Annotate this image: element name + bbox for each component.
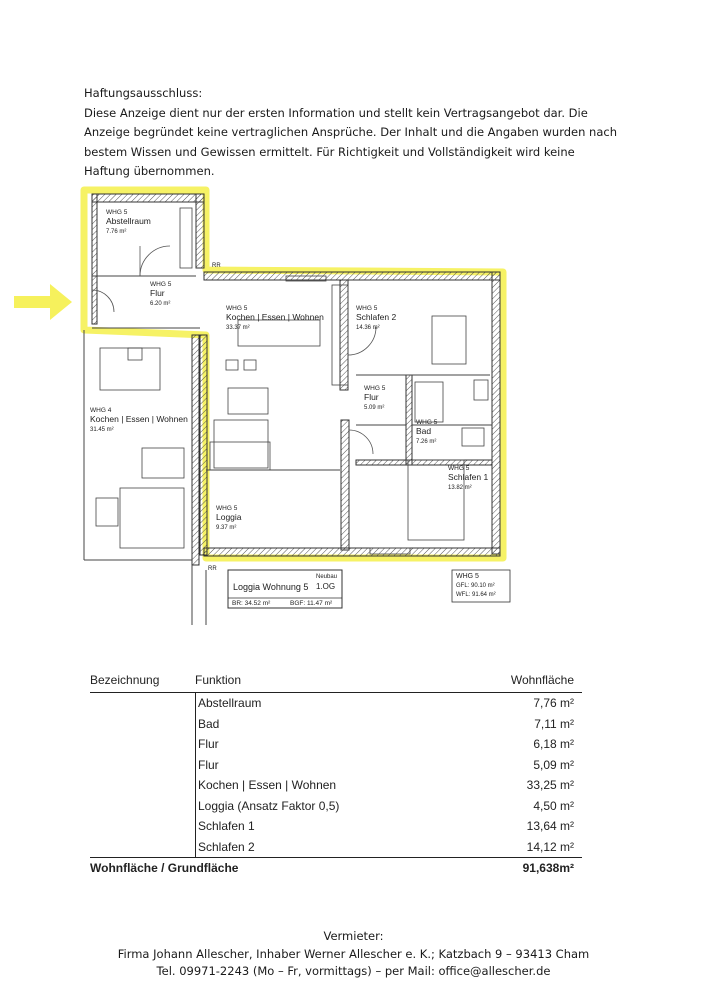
row-funktion: Bad bbox=[198, 716, 220, 731]
title-box-bgf: BGF: 11.47 m² bbox=[290, 600, 333, 607]
row-wohnflaeche: 4,50 m² bbox=[533, 798, 574, 813]
disclaimer-title: Haftungsausschluss: bbox=[84, 86, 203, 100]
row-bezeichnung bbox=[90, 693, 196, 714]
room-name: Flur bbox=[150, 288, 165, 298]
footer-line-2: Firma Johann Allescher, Inhaber Werner Allescher e. K.; Katzbach 9 – 93413 Cham bbox=[117, 946, 590, 961]
title-box-title: Loggia Wohnung 5 bbox=[233, 582, 309, 592]
table-total-row bbox=[90, 857, 582, 878]
furniture bbox=[96, 208, 488, 554]
summary-wfl: WFL: 91.64 m² bbox=[456, 592, 496, 598]
row-funktion: Abstellraum bbox=[198, 696, 262, 711]
entrance-arrow bbox=[14, 284, 72, 320]
row-wohnflaeche: 5,09 m² bbox=[533, 757, 574, 772]
room-label bbox=[416, 419, 438, 445]
row-bezeichnung bbox=[90, 796, 196, 817]
row-bezeichnung bbox=[90, 816, 196, 837]
summary-gfl: GFL: 90.10 m² bbox=[456, 583, 495, 589]
table-header bbox=[90, 668, 582, 693]
highlight-outline bbox=[84, 190, 503, 558]
room-name: Kochen | Essen | Wohnen bbox=[226, 312, 324, 322]
row-wohnflaeche: 13,64 m² bbox=[526, 819, 574, 834]
room-name: Abstellraum bbox=[106, 216, 151, 226]
row-funktion: Flur bbox=[198, 757, 219, 772]
room-area: 33.37 m² bbox=[226, 325, 250, 331]
row-bezeichnung bbox=[90, 734, 196, 755]
room-unit: WHG 5 bbox=[226, 305, 248, 312]
row-bezeichnung bbox=[90, 714, 196, 735]
footer bbox=[0, 928, 707, 981]
room-unit: WHG 5 bbox=[416, 419, 438, 426]
room-label bbox=[364, 385, 386, 411]
header-wohnflaeche: Wohnfläche bbox=[510, 673, 574, 687]
rr-label-1: RR bbox=[212, 263, 221, 269]
row-funktion: Kochen | Essen | Wohnen bbox=[198, 778, 337, 793]
room-name: Schlafen 1 bbox=[448, 472, 489, 482]
table-row bbox=[90, 714, 582, 735]
row-bezeichnung bbox=[90, 837, 196, 858]
table-row bbox=[90, 816, 582, 837]
table-row bbox=[90, 693, 582, 714]
title-box-floor: 1.OG bbox=[316, 582, 336, 591]
table-body bbox=[90, 693, 582, 857]
row-wohnflaeche: 14,12 m² bbox=[526, 839, 574, 854]
room-name: Kochen | Essen | Wohnen bbox=[90, 414, 188, 424]
row-wohnflaeche: 7,76 m² bbox=[533, 696, 574, 711]
room-label bbox=[106, 209, 151, 235]
row-bezeichnung bbox=[90, 775, 196, 796]
area-table bbox=[90, 668, 582, 878]
footer-line-1: Vermieter: bbox=[323, 929, 384, 943]
total-label: Wohnfläche / Grundfläche bbox=[90, 861, 239, 875]
room-label bbox=[216, 505, 242, 531]
row-wohnflaeche: 33,25 m² bbox=[526, 778, 574, 793]
room-unit: WHG 4 bbox=[90, 407, 112, 414]
floor-plan-drawing bbox=[0, 180, 707, 630]
summary-unit: WHG 5 bbox=[456, 573, 479, 580]
walls bbox=[92, 194, 500, 565]
title-box bbox=[228, 570, 342, 608]
table-row bbox=[90, 796, 582, 817]
room-area: 5.09 m² bbox=[364, 405, 385, 411]
row-wohnflaeche: 7,11 m² bbox=[534, 716, 574, 731]
disclaimer-text: Diese Anzeige dient nur der ersten Information und stellt kein Vertragsangebot dar. Die Anzeige begründet keine vertraglichen Ansprüche. Der Inhalt und die Angaben wurden nach bestem Wissen und Gewissen ermittelt. Für Richtigkeit und Vollständigkeit wird keine Haftung übernommen. bbox=[84, 105, 617, 178]
room-labels bbox=[90, 209, 488, 531]
room-unit: WHG 5 bbox=[150, 281, 172, 288]
row-funktion: Schlafen 1 bbox=[198, 819, 255, 834]
row-funktion: Schlafen 2 bbox=[198, 839, 255, 854]
table-row bbox=[90, 755, 582, 776]
room-label bbox=[448, 465, 488, 491]
room-area: 13.82 m² bbox=[448, 485, 472, 491]
row-wohnflaeche: 6,18 m² bbox=[533, 737, 574, 752]
floor-plan bbox=[0, 180, 707, 630]
room-name: Schlafen 2 bbox=[356, 312, 397, 322]
room-name: Bad bbox=[416, 426, 432, 436]
room-area: 9.37 m² bbox=[216, 525, 237, 531]
room-area: 31.45 m² bbox=[90, 427, 114, 433]
row-bezeichnung bbox=[90, 755, 196, 776]
room-unit: WHG 5 bbox=[356, 305, 378, 312]
room-area: 14.36 m² bbox=[356, 325, 380, 331]
room-name: Loggia bbox=[216, 512, 242, 522]
room-unit: WHG 5 bbox=[216, 505, 238, 512]
room-label bbox=[226, 305, 324, 331]
room-name: Flur bbox=[364, 392, 379, 402]
room-label bbox=[150, 281, 172, 307]
table-row bbox=[90, 734, 582, 755]
room-label bbox=[90, 407, 188, 433]
room-area: 7.76 m² bbox=[106, 229, 127, 235]
room-unit: WHG 5 bbox=[364, 385, 386, 392]
room-unit: WHG 5 bbox=[106, 209, 128, 216]
room-label bbox=[356, 305, 396, 331]
summary-box bbox=[452, 570, 510, 602]
title-box-tag: Neubau bbox=[316, 574, 338, 580]
header-funktion: Funktion bbox=[195, 673, 242, 687]
disclaimer bbox=[84, 84, 624, 182]
title-box-br: BR: 34.52 m² bbox=[232, 600, 271, 607]
room-area: 6.20 m² bbox=[150, 301, 171, 307]
table-row bbox=[90, 837, 582, 858]
footer-line-3: Tel. 09971-2243 (Mo – Fr, vormittags) – per Mail: office@allescher.de bbox=[156, 964, 551, 978]
header-bezeichnung: Bezeichnung bbox=[90, 673, 160, 687]
row-funktion: Flur bbox=[198, 737, 219, 752]
room-area: 7.26 m² bbox=[416, 439, 437, 445]
row-funktion: Loggia (Ansatz Faktor 0,5) bbox=[198, 798, 340, 813]
table-row bbox=[90, 775, 582, 796]
room-unit: WHG 5 bbox=[448, 465, 470, 472]
total-value: 91,638m² bbox=[522, 861, 574, 875]
rr-label-2: RR bbox=[208, 566, 217, 572]
